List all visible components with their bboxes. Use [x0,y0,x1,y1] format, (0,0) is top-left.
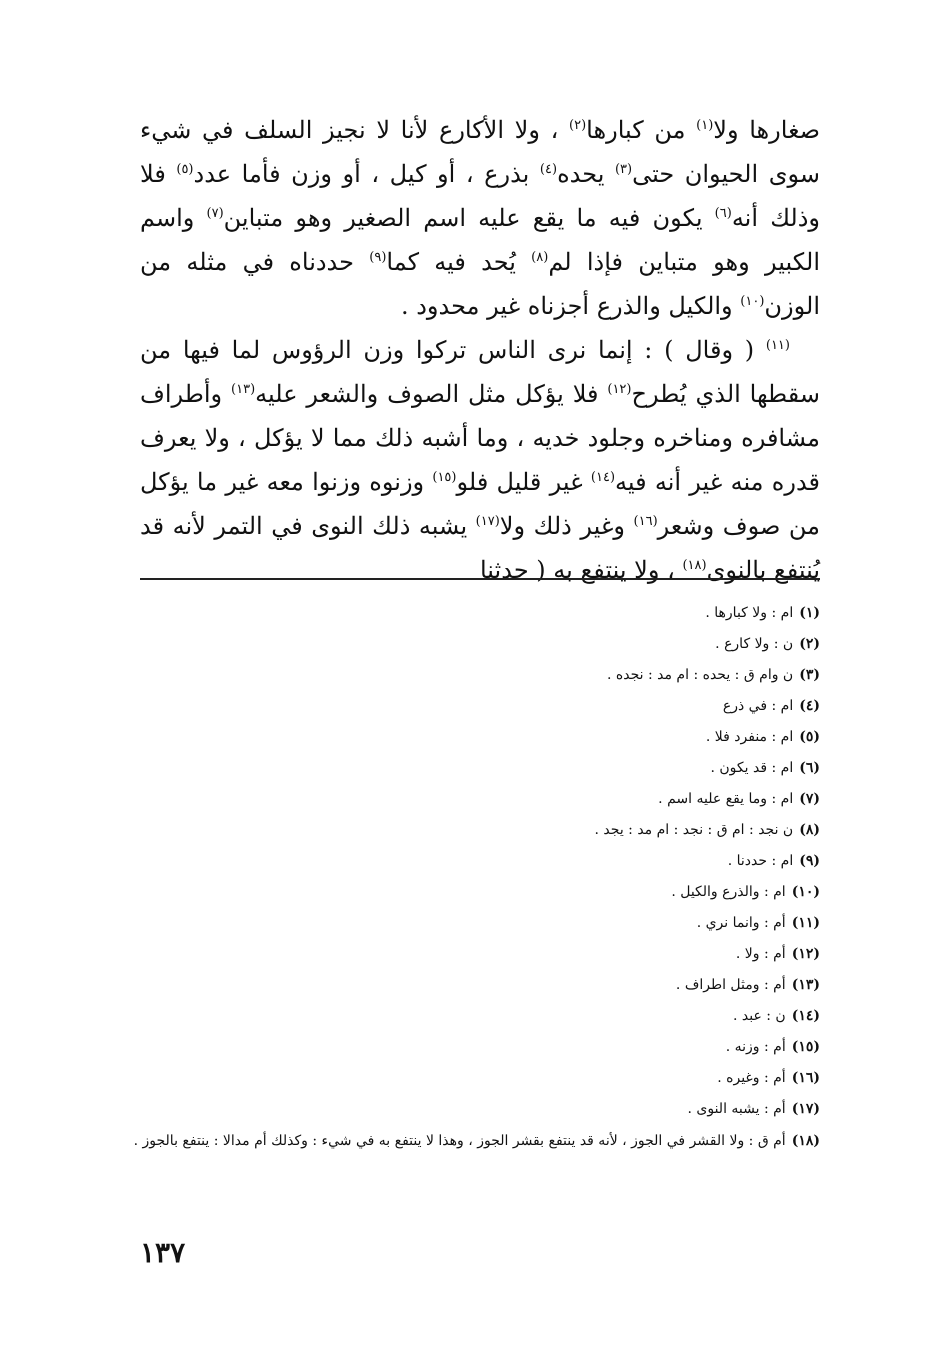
footnote-number: (١٠) [791,884,820,900]
footnote-number: (١٥) [791,1039,820,1055]
footnote-text: ام : منفرد فلا . [705,729,794,745]
footnote-text: أم : يشبه النوى . [687,1101,786,1117]
footnote-item [130,629,820,660]
footnote-item [130,691,820,722]
footnote-number: (١) [799,605,820,621]
footnote-item [130,970,820,1001]
footnote-marker: (٩) [369,250,387,265]
footnote-marker: (٥) [176,162,194,177]
footnote-number: (١٨) [791,1133,820,1149]
footnote-marker: (١١) [765,338,790,353]
text-run: حددناه في مثله من الوزن [140,248,820,320]
footnote-text: ن وام ق : يحده : ام مد : نجده . [607,667,794,683]
footnote-number: (٥) [799,729,820,745]
footnote-text: ام : وما يقع عليه اسم . [658,791,794,807]
paragraph [140,108,820,328]
text-run: ، ولا الأكارع لأنا لا نجيز السلف في شيء سوى الحيوان حتى [140,116,821,188]
footnote-number: (٧) [799,791,820,807]
text-run: واسم الكبير وهو متباين فإذا لم [140,204,821,276]
footnote-item [130,598,820,629]
footnote-text: أم : ولا . [735,946,786,962]
footnote-marker: (١٠) [740,294,765,309]
footnote-text: أم ق : ولا القشر في الجوز ، لأنه قد ينتفع بقشر الجوز ، وهذا لا ينتفع به في شيء : وكذلك أم مدالا : ينتفع بالجوز . [133,1133,786,1149]
text-run: وزنوه وزنوا معه غير ما يؤكل من صوف وشعر [140,468,821,540]
footnote-item [130,753,820,784]
text-run: غير قليل فلو [456,468,591,496]
footnote-number: (١٣) [791,977,820,993]
footnote-item [130,1063,820,1094]
footnote-text: ام : قد يكون . [710,760,794,776]
footnote-number: (١٧) [791,1101,820,1117]
footnote-item [130,815,820,846]
footnote-item [130,1094,820,1125]
text-run: ، ولا ينتفع به ( حدثنا [479,556,683,584]
footnote-item [130,939,820,970]
footnote-divider [140,578,820,580]
text-run: ( وقال ) : إنما نرى الناس تركوا وزن الرؤوس لما فيها من سقطها الذي يُطرح [140,336,820,408]
main-text [140,108,820,592]
footnote-number: (٤) [799,698,820,714]
footnote-number: (١٦) [791,1070,820,1086]
text-run: من كبارها [586,116,697,144]
footnote-marker: (١٢) [607,382,632,397]
footnote-number: (٣) [799,667,820,683]
footnote-item [130,660,820,691]
footnote-text: ن : ولا كارع . [715,636,794,652]
text-run: فلا وذلك أنه [140,160,821,232]
footnote-marker: (١٣) [231,382,256,397]
paragraph [140,328,820,592]
footnote-number: (١١) [791,915,820,931]
footnote-text: أم : ومثل اطراف . [675,977,786,993]
text-run: صغارها ولا [713,116,821,144]
footnote-marker: (٤) [539,162,558,177]
footnote-marker: (٦) [714,206,732,221]
footnote-item [130,784,820,815]
text-run: فلا يؤكل مثل الصوف والشعر عليه [255,380,608,408]
footnote-item [130,846,820,877]
footnote-item [130,877,820,908]
footnote-item [130,908,820,939]
footnote-marker: (١٧) [475,514,500,529]
footnote-marker: (١٨) [682,558,707,573]
footnote-number: (٨) [799,822,820,838]
text-run: يشبه ذلك النوى في التمر لأنه قد يُنتفع بالنوى [140,512,820,584]
text-run: وأطراف مشافره ومناخره وجلود خديه ، وما أشبه ذلك مما لا يؤكل ، ولا يعرف قدره منه غير أنه فيه [140,380,821,496]
footnote-number: (١٤) [791,1008,820,1024]
footnote-marker: (١) [696,118,714,133]
footnote-item [130,1125,820,1153]
text-run: يكون فيه ما يقع عليه اسم الصغير وهو متباين [223,204,715,232]
text-run: وغير ذلك ولا [499,512,634,540]
footnote-text: أم : وزنه . [725,1039,786,1055]
footnote-number: (١٢) [791,946,820,962]
footnote-marker: (١٤) [590,470,616,485]
footnote-marker: (١٥) [432,470,457,485]
footnotes-list [130,598,820,1153]
text-run: يحده [557,160,615,188]
text-run: يُحد فيه كما [386,248,532,276]
footnote-marker: (٨) [531,250,549,265]
footnote-number: (٩) [799,853,820,869]
footnote-text: ام : في ذرع [722,698,794,714]
footnote-text: ام : والذرع والكيل . [671,884,786,900]
footnote-item [130,1032,820,1063]
footnote-marker: (٧) [206,206,224,221]
text-run: بذرع ، أو كيل ، أو وزن فأما عدد [193,160,540,188]
footnote-number: (٢) [799,636,820,652]
footnote-item [130,722,820,753]
footnote-item [130,1001,820,1032]
footnote-text: أم : وغيره . [717,1070,786,1086]
footnote-marker: (١٦) [633,514,658,529]
footnote-number: (٦) [799,760,820,776]
footnote-text: أم : وانما نري . [696,915,786,931]
footnote-text: ن نجد : ام ق : نجد : ام مد : يجد . [594,822,794,838]
footnote-text: ن : عبد . [732,1008,786,1024]
text-run: والكيل والذرع أجزناه غير محدود . [400,292,741,320]
footnote-marker: (٣) [614,162,633,177]
footnote-marker: (٢) [569,118,587,133]
page-number: ١٣٧ [140,1236,186,1269]
footnote-text: ام : حددنا . [727,853,794,869]
footnote-text: ام : ولا كبارها . [705,605,794,621]
